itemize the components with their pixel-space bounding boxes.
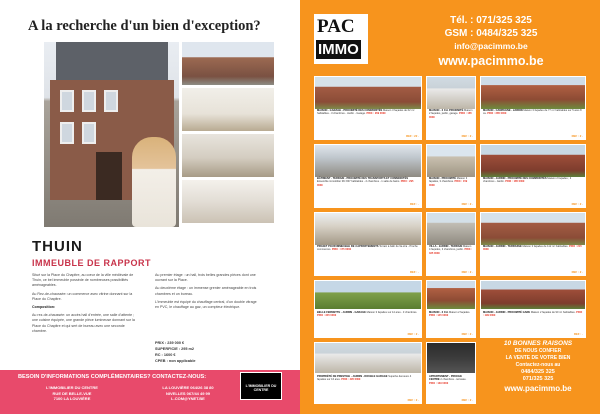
property-thumbnail [182, 88, 274, 131]
description-column-1 [32, 273, 136, 337]
listing-text: APPARTEMENT - PROCHE CENTRE 2 chambres - terrasse. PRIX : 139 000€ [429, 375, 467, 385]
listing-photo [427, 281, 475, 309]
promo-website[interactable]: www.pacimmo.be [504, 384, 572, 393]
listing-card[interactable] [314, 280, 422, 338]
paragraph: Au premier étage : un hall, trois belles grandes pièces dont une ouvrant sur la Place. [155, 273, 256, 283]
surface: SUPERFICIE : 295 m2 [155, 347, 195, 351]
listing-card[interactable] [426, 144, 476, 208]
listing-ref: REF : 2 - [571, 134, 583, 138]
listing-text: MAISON - GARAGE - PROXIMITÉ DES COMMODITÉS Maison 3 façades de 62 m² habitables - 3 chambres - Jardin - Garage. PRIX : 269 000€ [317, 109, 415, 116]
listing-ref: REF : 2 - [461, 398, 473, 402]
window-shape [82, 122, 96, 144]
logo-top: PAC [317, 16, 355, 37]
listing-photo [481, 213, 585, 245]
listing-photo [315, 145, 421, 177]
promo-contact-label: Contactez-nous au [515, 362, 561, 368]
rc: RC : 1600 € [155, 353, 176, 357]
website-link[interactable]: www.pacimmo.be [438, 54, 544, 68]
window-shape [60, 90, 74, 112]
listing-card[interactable] [314, 342, 422, 404]
listing-photo [315, 213, 421, 245]
listing-text: MAISON - JARDIN - PROXIMITÉ DES COMMODITÉS Maison 2 façades ; 3 chambres - Jardin. PRIX : 185 000€ [483, 177, 572, 184]
promo-phone[interactable]: 071/325 325 [522, 376, 554, 382]
listing-ref: REF : 2 - [407, 398, 419, 402]
property-thumbnail [182, 42, 274, 85]
listing-ref: REF : 2 - [461, 202, 473, 206]
window-shape [104, 90, 118, 112]
contact-block [400, 14, 582, 70]
agent-portrait [132, 137, 176, 227]
listing-photo [427, 145, 475, 177]
main-property-photo [44, 42, 179, 227]
listing-text: MAISON - CAMPAGNE - JARDIN Maison 3 façades de 77 m² habitables sur 5 ares 8 ca. PRIX : 285 000€ [483, 109, 582, 116]
listing-ref: REF : 22 - [406, 134, 419, 138]
listing-card[interactable] [426, 342, 476, 404]
listing-card[interactable] [480, 212, 586, 276]
listing-text: MAISON - PROXIMITÉ Maison 3 façades, 3 chambres. PRIX : 159 000€ [429, 177, 468, 187]
listing-ref: REF : 2 - [571, 270, 583, 274]
listing-text: PROJET POUR IMMEUBLE DE 3 APPARTEMENTS Terrain à bâtir de 9a 2ca - Proche commerces. PRIX : 175 000€ [317, 245, 418, 252]
listing-card[interactable] [480, 76, 586, 140]
paragraph: L'immeuble est équipé du chauffage central, d'un double vitrage en PVC, le chauffage au gaz, un compteur électrique. [155, 299, 257, 310]
paragraph-heading: Composition: [32, 305, 56, 310]
phone-line[interactable]: NIVELLES 067/44 49 99 [165, 390, 211, 396]
property-type: IMMEUBLE DE RAPPORT [32, 258, 152, 268]
agency-logo: L'IMMOBILIER DU CENTRE [240, 372, 282, 400]
listing-ref: REF : 2 - [407, 332, 419, 336]
listing-card[interactable] [426, 280, 476, 338]
listing-card[interactable] [480, 144, 586, 208]
listing-photo [481, 281, 585, 309]
email-link[interactable]: info@pacimmo.be [454, 41, 528, 51]
listing-card[interactable] [314, 76, 422, 140]
address-line: RUE DE BELLE-VUE [52, 390, 92, 396]
logo-bottom: IMMO [318, 41, 359, 58]
promo-block [490, 340, 586, 404]
footer-address [32, 385, 112, 402]
city-title: THUIN [32, 238, 83, 255]
paragraph: Au deuxième étage : un immense grenier aménageable en trois chambres et un bureau. [155, 286, 257, 296]
property-details [155, 340, 196, 364]
listing-ref: REF : - [409, 270, 419, 274]
window-shape [82, 90, 96, 112]
email-link[interactable]: L.COM@YNET.BE [171, 396, 205, 402]
address-line: L'IMMOBILIER DU CENTRE [46, 385, 98, 390]
promo-line: LA VENTE DE VOTRE BIEN [505, 355, 571, 361]
listing-ref: REF : - [409, 202, 419, 206]
paragraph: Au Rez-de-chaussée: un commerce avec vitrine donnant sur la Place du Chapitre. [32, 291, 133, 301]
listing-card[interactable] [314, 212, 422, 276]
roof-shape [56, 42, 168, 82]
listing-card[interactable] [426, 212, 476, 276]
phone-number[interactable]: Tél. : 071/325 325 [450, 15, 532, 26]
footer-contact [148, 385, 228, 402]
listing-ref: REF : 2 - [571, 202, 583, 206]
listing-photo [481, 77, 585, 109]
listing-photo [481, 145, 585, 177]
listing-photo [315, 343, 421, 373]
cpeb: CPEB : non applicable [155, 359, 196, 363]
listing-text: MAISON - 3 CH. Maison 2 façades. PRIX : 145 000€ [429, 311, 471, 318]
listing-photo [427, 77, 475, 109]
listing-text: VILLA - JARDIN - TERRAIN Maison 4 façades, 3 chambres, jardin. PRIX : 325 000€ [429, 245, 473, 255]
footer-title: BESOIN D'INFORMATIONS COMPLÉMENTAIRES? CONTACTEZ-NOUS: [18, 374, 207, 380]
listing-photo [427, 213, 475, 245]
listing-card[interactable] [480, 280, 586, 338]
listing-ref: REF : 2 - [461, 270, 473, 274]
listing-text: PROPRIÉTÉ DE PRESTIGE - JARDIN - DOUBLE GARAGE Superbe demeure 4 façades sur 16 ares. PRIX : 495 000€ [317, 375, 412, 382]
page-headline: A la recherche d'un bien d'exception? [28, 18, 261, 34]
phone-line[interactable]: LA LOUVIÈRE 064/26 38 80 [162, 385, 214, 390]
price: PRIX : 239 000 € [155, 341, 185, 345]
description-column-2 [155, 273, 259, 313]
listing-photo [427, 343, 475, 373]
listing-text: MAISON - JARDIN - PROXIMITÉ GARE Maison 2 façades de 90 m² habitables. PRIX : 199 000€ [483, 311, 583, 318]
listing-text: BÂTIMENT - TERRAIN - PROXIMITÉ DES TRANSPORTS ET COMMODITÉS Ensemble immobilier RC 847 habitables - 2 chambres - 1 salle de bains. PRIX : 295 000€ [317, 177, 414, 187]
window-shape [60, 122, 74, 144]
promo-heading: 10 BONNES RAISONS [503, 340, 573, 347]
promo-line: DE NOUS CONFIER [514, 348, 562, 354]
listing-ref: REF : 2 - [461, 134, 473, 138]
listing-card[interactable] [314, 144, 422, 208]
listing-ref: REF : 2 - [461, 332, 473, 336]
gsm-number[interactable]: GSM : 0484/325 325 [444, 28, 538, 39]
property-thumbnail [182, 180, 274, 223]
listing-text: MAISON - 3 CH. PROXIMITÉ Maison 2 façades, jardin, garage. PRIX : 165 000€ [429, 109, 473, 119]
address-line: 7100 LA LOUVIÈRE [53, 396, 91, 402]
pacimmo-logo [314, 14, 368, 64]
listing-text: MAISON - JARDIN - TERRASSE Maison 3 façades de 112 m² habitables. PRIX : 215 000€ [483, 245, 582, 252]
listing-text: BELLE FERMETTE - JARDIN - GARAGE Maison 3 façades sur 14 ares - 3 chambres. PRIX : 345 000€ [317, 311, 418, 318]
right-page [300, 0, 600, 414]
listing-ref: REF : - [573, 332, 583, 336]
promo-phone[interactable]: 0484/325 325 [521, 369, 555, 375]
paragraph: Au rez-de-chaussée: un accès hall d'entrée, une salle d'attente ; une cuisine équipée, une grande pièce lumineuse donnant sur la Place du Chapitre et qui sert de bureau avec une seconde chambre. [32, 313, 135, 333]
listing-photo [315, 77, 421, 109]
listing-photo [315, 281, 421, 309]
listing-card[interactable] [426, 76, 476, 140]
door-shape [96, 152, 122, 200]
paragraph: Situé sur la Place du Chapitre, au cœur de la ville médiévale de Thuin, ce bel immeuble possède de nombreuses possibilités aménageables. [32, 273, 134, 288]
property-thumbnail [182, 134, 274, 177]
